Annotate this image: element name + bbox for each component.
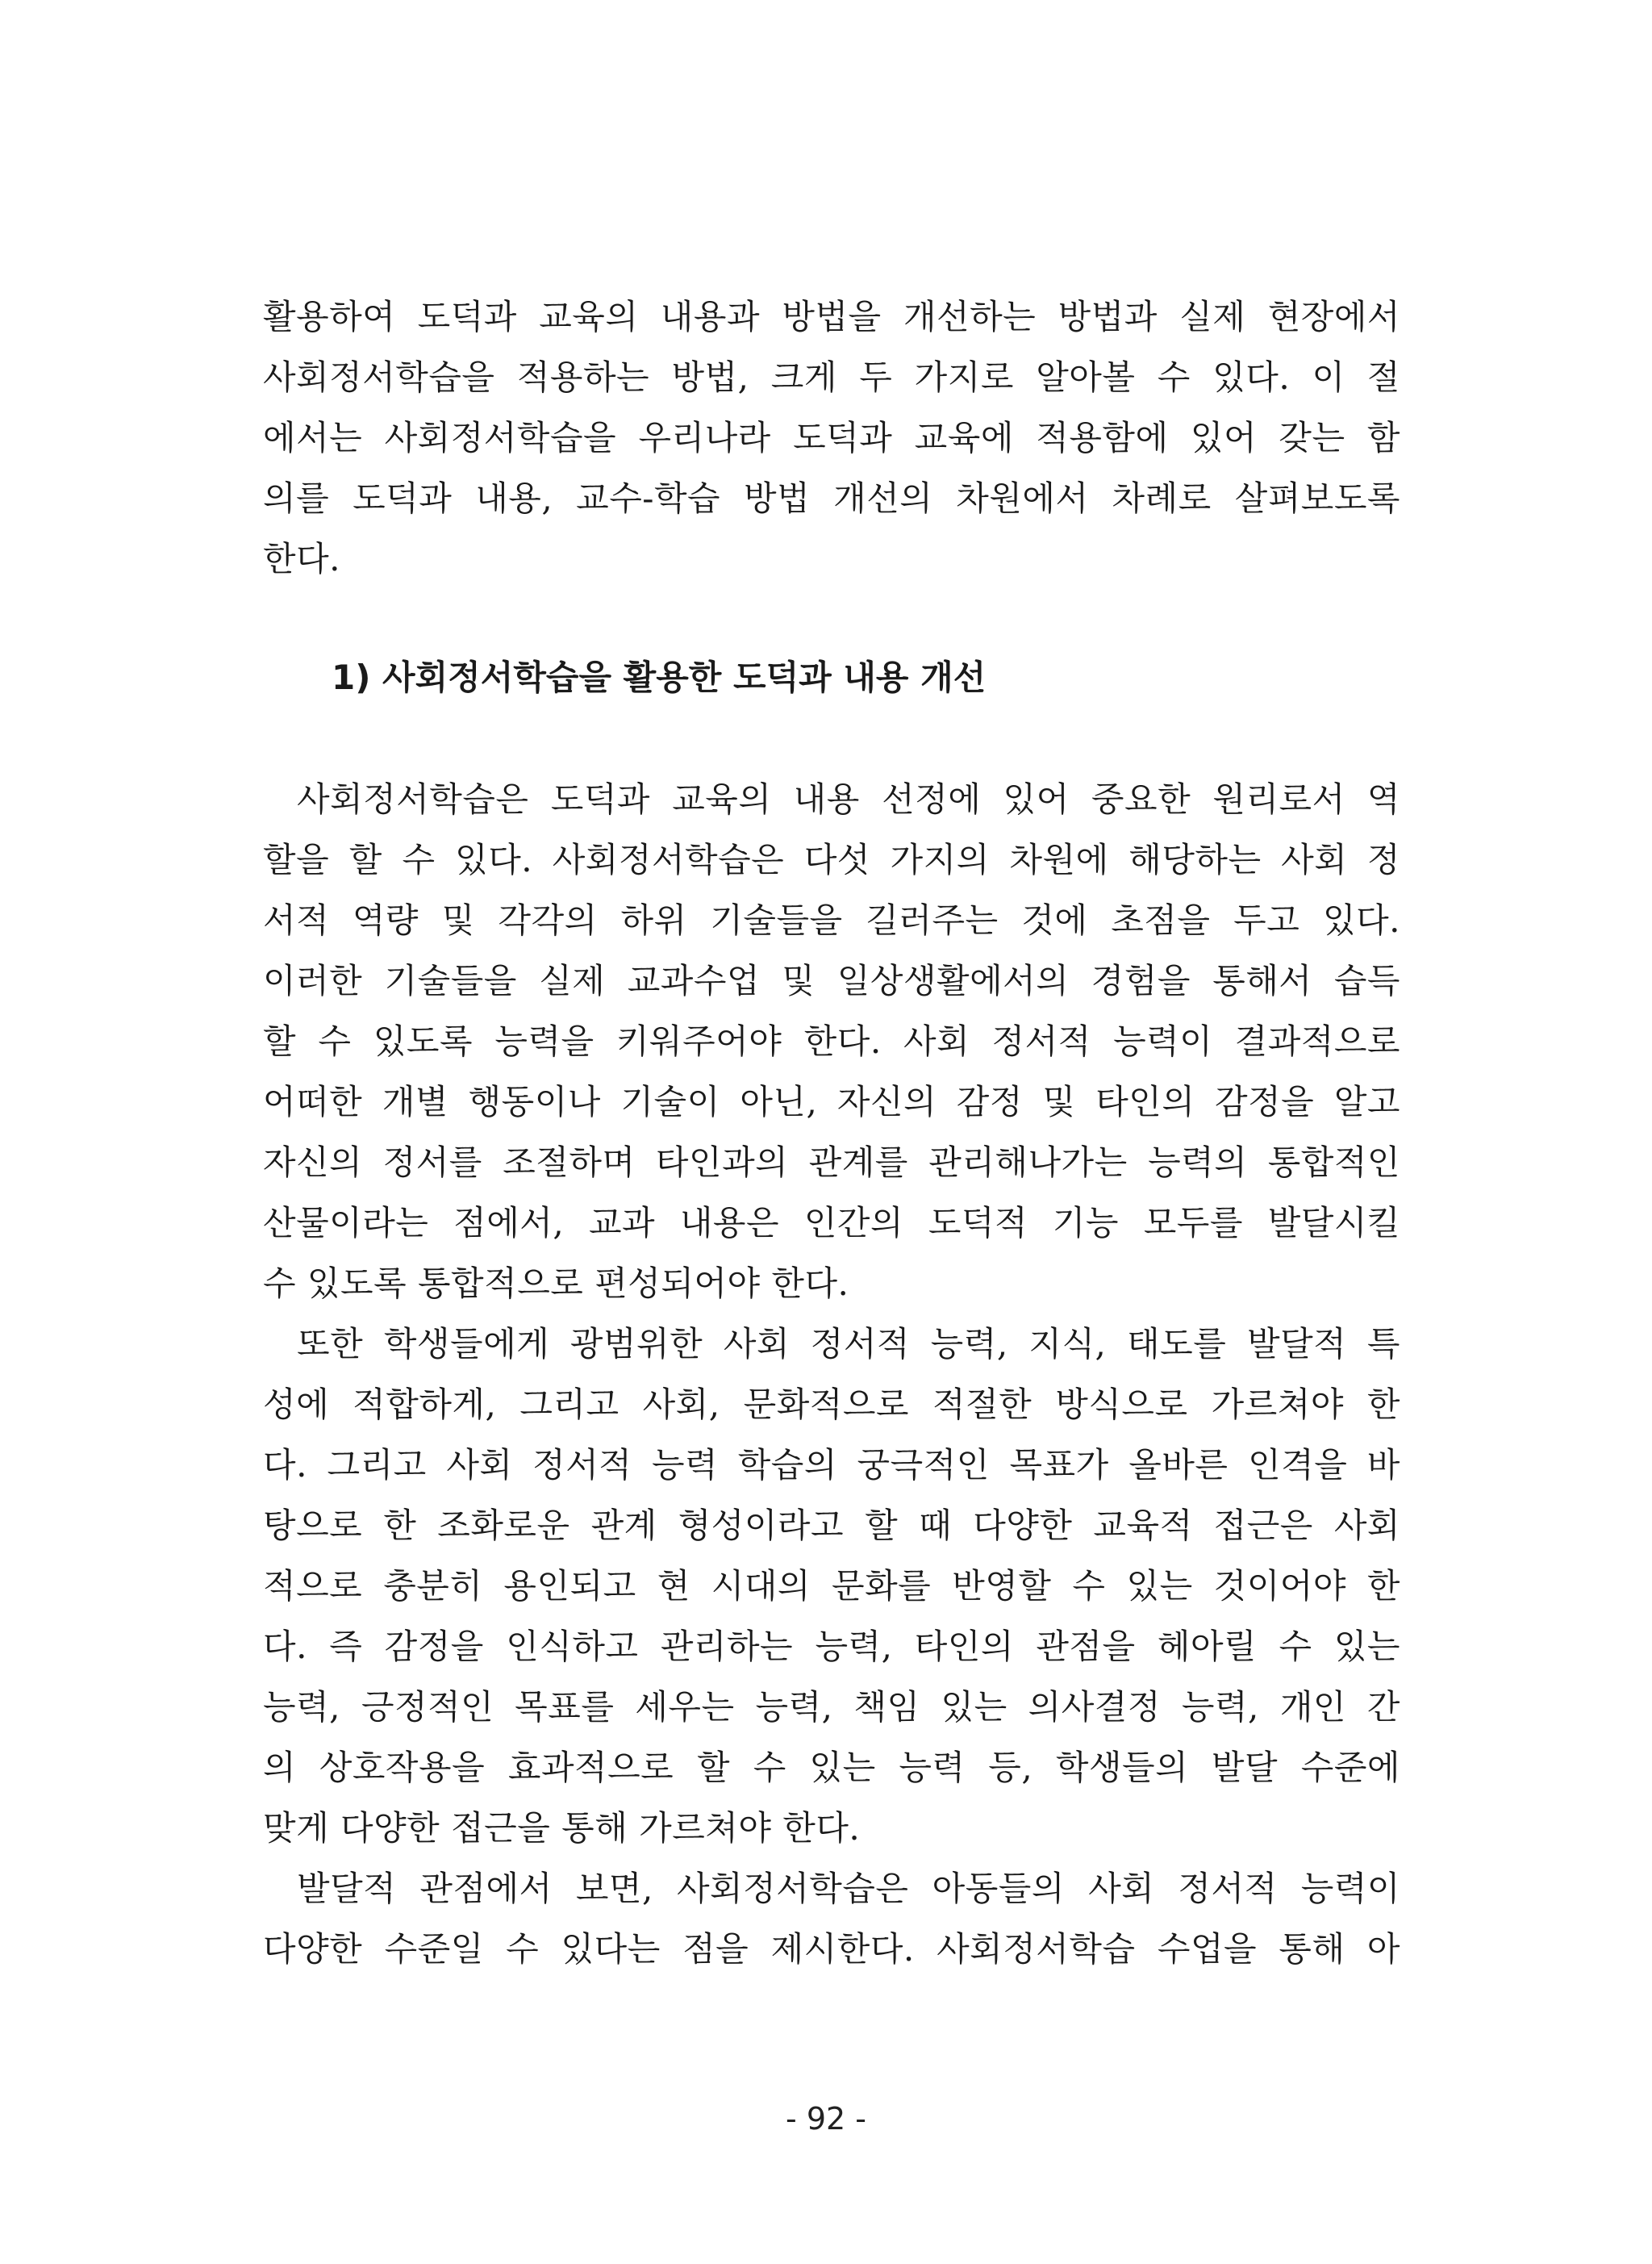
paragraph-line: 산물이라는 점에서, 교과 내용은 인간의 도덕적 기능 모두를 발달시킬 [263,1203,1400,1243]
intro-line: 의를 도덕과 내용, 교수-학습 방법 개선의 차원에서 차례로 살펴보도록 [263,478,1400,518]
page-number: - 92 - [786,2101,866,2137]
paragraph-line: 적으로 충분히 용인되고 현 시대의 문화를 반영할 수 있는 것이어야 한 [263,1566,1400,1606]
intro-line: 한다. [263,539,340,579]
intro-line: 활용하여 도덕과 교육의 내용과 방법을 개선하는 방법과 실제 현장에서 [263,297,1400,336]
paragraph-line: 또한 학생들에게 광범위한 사회 정서적 능력, 지식, 태도를 발달적 특 [297,1324,1400,1364]
paragraph-line: 탕으로 한 조화로운 관계 형성이라고 할 때 다양한 교육적 접근은 사회 [263,1506,1400,1545]
paragraph-line: 성에 적합하게, 그리고 사회, 문화적으로 적절한 방식으로 가르쳐야 한 [263,1385,1400,1424]
intro-line: 에서는 사회정서학습을 우리나라 도덕과 교육에 적용함에 있어 갖는 함 [263,418,1400,457]
paragraph-line: 이러한 기술들을 실제 교과수업 및 일상생활에서의 경험을 통해서 습득 [263,961,1400,1000]
section-heading: 1) 사회정서학습을 활용한 도덕과 내용 개선 [332,658,987,697]
intro-paragraph [263,286,1400,589]
paragraph-line: 수 있도록 통합적으로 편성되어야 한다. [263,1264,849,1303]
paragraph-line: 다. 즉 감정을 인식하고 관리하는 능력, 타인의 관점을 헤아릴 수 있는 [263,1627,1400,1666]
paragraph-3 [263,1858,1400,1979]
paragraph-line: 능력, 긍정적인 목표를 세우는 능력, 책임 있는 의사결정 능력, 개인 간 [263,1687,1400,1727]
paragraph-line: 자신의 정서를 조절하며 타인과의 관계를 관리해나가는 능력의 통합적인 [263,1142,1400,1182]
page-body [263,286,1400,1979]
paragraph-2 [263,1314,1400,1858]
paragraph-line: 의 상호작용을 효과적으로 할 수 있는 능력 등, 학생들의 발달 수준에 [263,1748,1400,1787]
paragraph-line: 맞게 다양한 접근을 통해 가르쳐야 한다. [263,1808,861,1848]
paragraph-line: 어떠한 개별 행동이나 기술이 아닌, 자신의 감정 및 타인의 감정을 알고 [263,1082,1400,1122]
paragraph-line: 사회정서학습은 도덕과 교육의 내용 선정에 있어 중요한 원리로서 역 [297,779,1400,819]
paragraph-line: 서적 역량 및 각각의 하위 기술들을 길러주는 것에 초점을 두고 있다. [263,900,1400,940]
paragraph-1 [263,769,1400,1314]
paragraph-line: 발달적 관점에서 보면, 사회정서학습은 아동들의 사회 정서적 능력이 [297,1869,1400,1908]
paragraph-line: 다양한 수준일 수 있다는 점을 제시한다. 사회정서학습 수업을 통해 아 [263,1929,1400,1969]
paragraph-line: 다. 그리고 사회 정서적 능력 학습의 궁극적인 목표가 올바른 인격을 바 [263,1445,1400,1485]
paragraph-line: 할 수 있도록 능력을 키워주어야 한다. 사회 정서적 능력이 결과적으로 [263,1021,1400,1061]
paragraph-line: 할을 할 수 있다. 사회정서학습은 다섯 가지의 차원에 해당하는 사회 정 [263,840,1400,879]
intro-line: 사회정서학습을 적용하는 방법, 크게 두 가지로 알아볼 수 있다. 이 절 [263,357,1400,397]
